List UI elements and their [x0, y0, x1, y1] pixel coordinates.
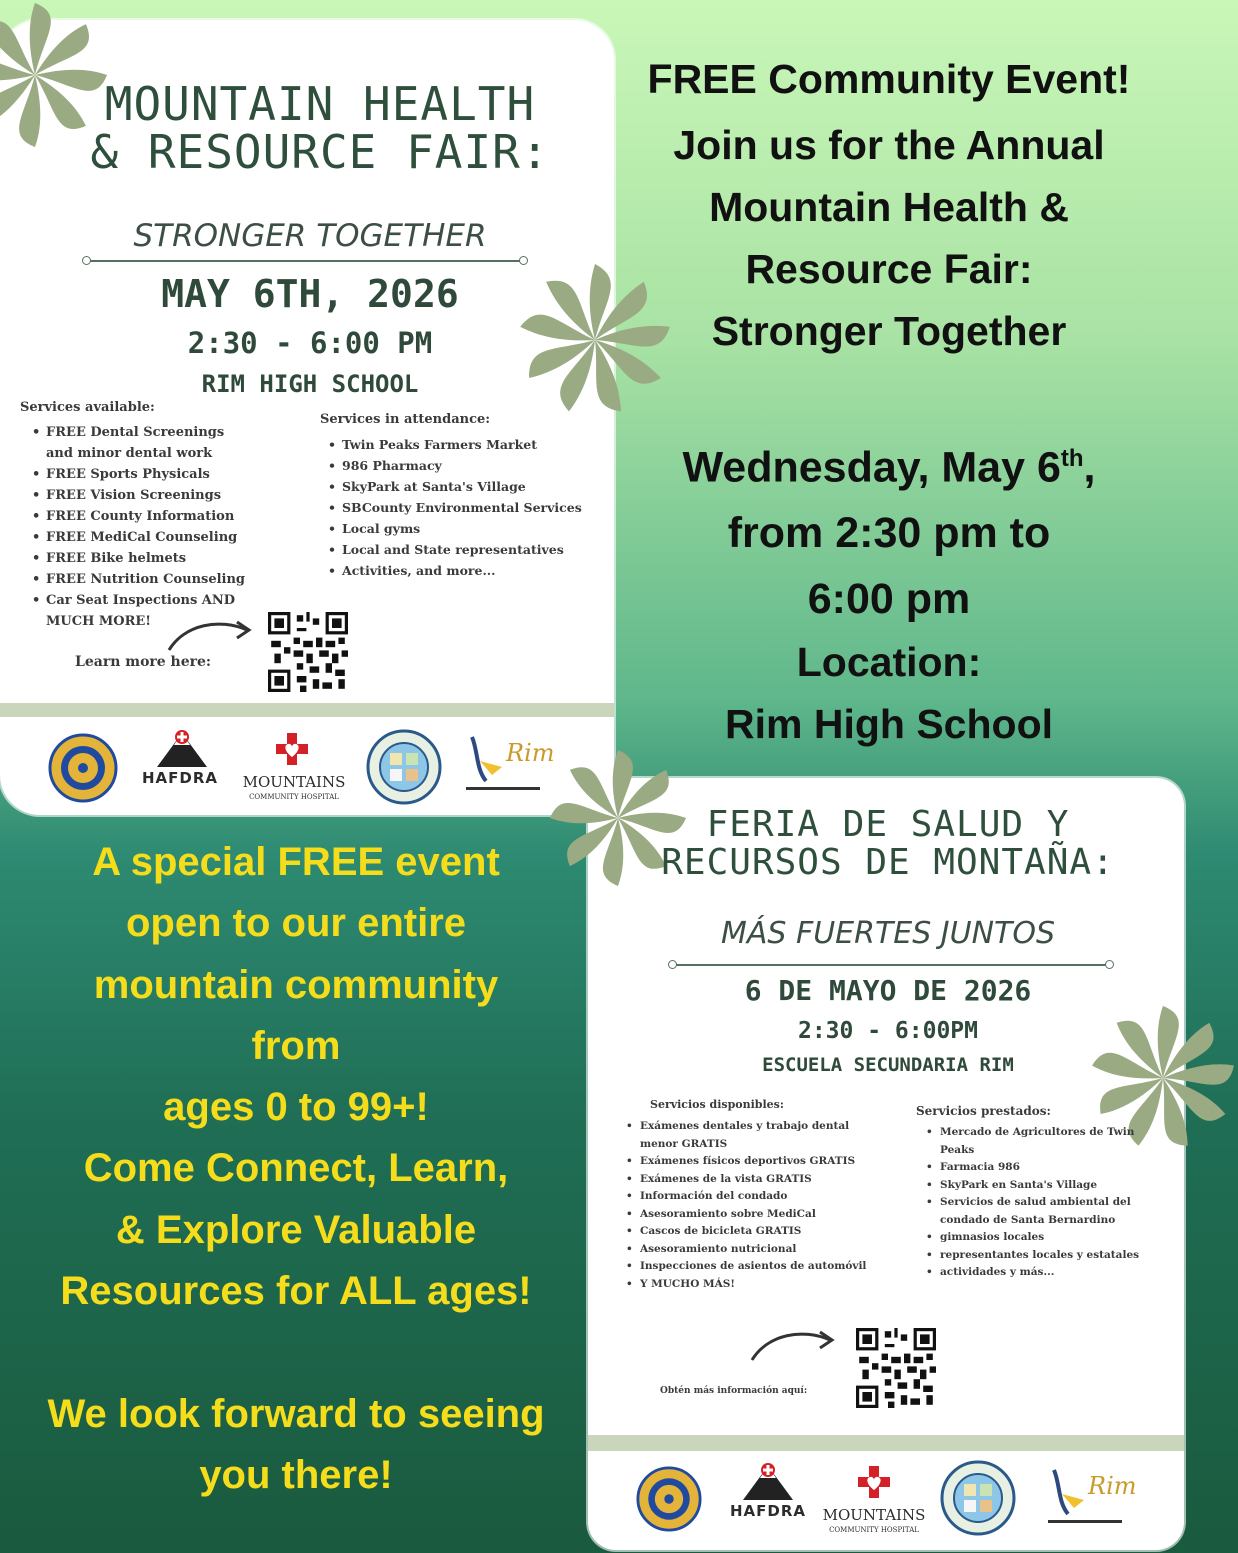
list-item: • Y MUCHO MÁS!: [626, 1276, 866, 1294]
flyer-subtitle: MÁS FUERTES JUNTOS: [720, 916, 1056, 951]
list-item: • FREE Bike helmets: [32, 548, 245, 569]
rim-logo-text: Rim: [1088, 1472, 1137, 1500]
list-item: • FREE Sports Physicals: [32, 464, 245, 485]
invitation-line: [0, 1322, 592, 1383]
flyer-subtitle: STRONGER TOGETHER: [133, 218, 487, 254]
list-item: • SkyPark at Santa's Village: [328, 476, 582, 497]
services-available-list: [626, 1118, 866, 1293]
mountains-logo-subtext: COMMUNITY HOSPITAL: [829, 1526, 919, 1534]
list-item: • Local gyms: [328, 518, 582, 539]
hafdra-logo-icon: [152, 725, 212, 770]
green-band: [0, 703, 614, 717]
services-available-list: [32, 422, 245, 632]
hospital-cross-icon: [276, 733, 308, 765]
announcement-line: Mountain Health &: [709, 184, 1069, 230]
announcement-line: Resource Fair:: [745, 246, 1033, 292]
flyer-date: 6 DE MAYO DE 2026: [744, 974, 1032, 1007]
flyer-time: 2:30 - 6:00PM: [797, 1018, 978, 1044]
hafdra-logo-icon: [738, 1458, 798, 1503]
list-item: • gimnasios locales: [926, 1229, 1139, 1247]
qr-code-icon[interactable]: [856, 1328, 936, 1408]
learn-more-label: Obtén más información aquí:: [660, 1386, 808, 1396]
title-line-2: & RESOURCE FAIR:: [90, 125, 550, 180]
services-attendance-heading: Servicios prestados:: [916, 1104, 1051, 1118]
sponsor-logos: [588, 1456, 1184, 1546]
list-item: • SkyPark en Santa's Village: [926, 1177, 1139, 1195]
hafdra-logo-text: HAFDRA: [729, 1502, 807, 1520]
services-attendance-list: [926, 1124, 1139, 1282]
rim-of-the-world-seal-icon: [940, 1460, 1016, 1536]
flyer-time: 2:30 - 6:00 PM: [187, 326, 433, 360]
location-label: Location:: [796, 639, 982, 686]
qr-code-icon[interactable]: [268, 612, 348, 692]
date-comma: ,: [1083, 443, 1096, 492]
list-item: • FREE County Information: [32, 506, 245, 527]
rim-logo-text: Rim: [506, 739, 555, 767]
hafdra-logo-text: HAFDRA: [141, 769, 219, 787]
list-item: • actividades y más...: [926, 1264, 1139, 1282]
list-item: • Asesoramiento nutricional: [626, 1241, 866, 1259]
spanish-flyer: [588, 778, 1184, 1550]
invitation-line: ages 0 to 99+!: [163, 1085, 429, 1130]
list-item: • Exámenes de la vista GRATIS: [626, 1171, 866, 1189]
announcement-line: Join us for the Annual: [673, 122, 1105, 168]
invitation-text: [0, 832, 592, 1506]
list-item: • Inspecciones de asientos de automóvil: [626, 1258, 866, 1276]
services-attendance-heading: Services in attendance:: [320, 412, 491, 427]
rim-district-logo-icon: [1044, 1464, 1137, 1534]
invitation-line: you there!: [199, 1452, 393, 1497]
mountains-logo-text: MOUNTAINS: [242, 773, 346, 791]
list-item: • Cascos de bicicleta GRATIS: [626, 1223, 866, 1241]
list-item: • FREE Dental Screenings: [32, 422, 245, 443]
rotary-logo-icon: [636, 1466, 702, 1532]
mountains-logo-text: MOUNTAINS: [822, 1506, 926, 1524]
english-flyer: [0, 20, 614, 815]
arrow-icon: [165, 616, 255, 656]
divider: [90, 260, 520, 262]
rim-of-the-world-seal-icon: [366, 729, 442, 805]
flyer-date: MAY 6TH, 2026: [161, 272, 459, 316]
flyer-location: ESCUELA SECUNDARIA RIM: [762, 1054, 1014, 1076]
list-item: • Mercado de Agricultores de Twin: [926, 1124, 1139, 1142]
green-band: [588, 1435, 1184, 1451]
invitation-line: Resources for ALL ages!: [60, 1269, 532, 1314]
title-line-1: FERIA DE SALUD Y: [706, 804, 1070, 845]
event-time-line-1: from 2:30 pm to: [727, 509, 1051, 558]
list-item: • representantes locales y estatales: [926, 1247, 1139, 1265]
date-suffix: th: [1060, 445, 1084, 472]
services-available-heading: Servicios disponibles:: [650, 1098, 784, 1111]
list-item: • Twin Peaks Farmers Market: [328, 434, 582, 455]
list-item: • Información del condado: [626, 1188, 866, 1206]
list-item: and minor dental work: [46, 446, 213, 461]
list-item: Peaks: [940, 1143, 975, 1156]
list-item: • 986 Pharmacy: [328, 455, 582, 476]
invitation-line: from: [251, 1023, 341, 1068]
list-item: • Farmacia 986: [926, 1159, 1139, 1177]
announcement-line: Stronger Together: [711, 308, 1067, 354]
list-item: • FREE Vision Screenings: [32, 485, 245, 506]
invitation-line: A special FREE event: [92, 840, 500, 884]
list-item: • Activities, and more...: [328, 560, 582, 581]
list-item: • FREE MediCal Counseling: [32, 527, 245, 548]
announcement-line: FREE Community Event!: [647, 56, 1131, 102]
list-item: • FREE Nutrition Counseling: [32, 569, 245, 590]
list-item: • SBCounty Environmental Services: [328, 497, 582, 518]
location-value: Rim High School: [725, 701, 1053, 748]
mountains-logo-subtext: COMMUNITY HOSPITAL: [249, 793, 339, 801]
flyer-title: [60, 77, 580, 180]
invitation-line: mountain community: [93, 962, 499, 1007]
arrow-icon: [748, 1326, 838, 1366]
list-item: • Exámenes dentales y trabajo dental: [626, 1118, 866, 1136]
event-time-line-2: 6:00 pm: [807, 575, 971, 624]
event-date: [600, 427, 1178, 499]
invitation-line: & Explore Valuable: [115, 1207, 477, 1252]
list-item: • Servicios de salud ambiental del: [926, 1194, 1139, 1212]
list-item: • Car Seat Inspections AND: [32, 590, 245, 611]
list-item: • Asesoramiento sobre MediCal: [626, 1206, 866, 1224]
list-item: menor GRATIS: [640, 1137, 728, 1150]
list-item: • Local and State representatives: [328, 539, 582, 560]
title-line-2: RECURSOS DE MONTAÑA:: [661, 841, 1115, 883]
invitation-line: We look forward to seeing: [47, 1391, 545, 1436]
learn-more-label: Learn more here:: [75, 654, 212, 670]
list-item: MUCH MORE!: [46, 614, 152, 629]
invitation-line: Come Connect, Learn,: [83, 1146, 509, 1191]
list-item: • Exámenes físicos deportivos GRATIS: [626, 1153, 866, 1171]
sponsor-logos: [0, 725, 614, 810]
title-line-1: MOUNTAIN HEALTH: [104, 77, 536, 131]
divider: [676, 964, 1106, 966]
date-text: Wednesday, May 6: [682, 443, 1061, 492]
rotary-logo-icon: [48, 733, 118, 803]
invitation-line: open to our entire: [126, 901, 466, 946]
event-announcement: [600, 48, 1178, 755]
services-attendance-list: [328, 434, 582, 581]
rim-district-logo-icon: [462, 731, 555, 801]
services-available-heading: Services available:: [20, 400, 155, 415]
list-item: condado de Santa Bernardino: [940, 1213, 1116, 1226]
flyer-location: RIM HIGH SCHOOL: [201, 370, 419, 398]
hospital-cross-icon: [858, 1466, 890, 1498]
flyer-title: [658, 806, 1118, 882]
